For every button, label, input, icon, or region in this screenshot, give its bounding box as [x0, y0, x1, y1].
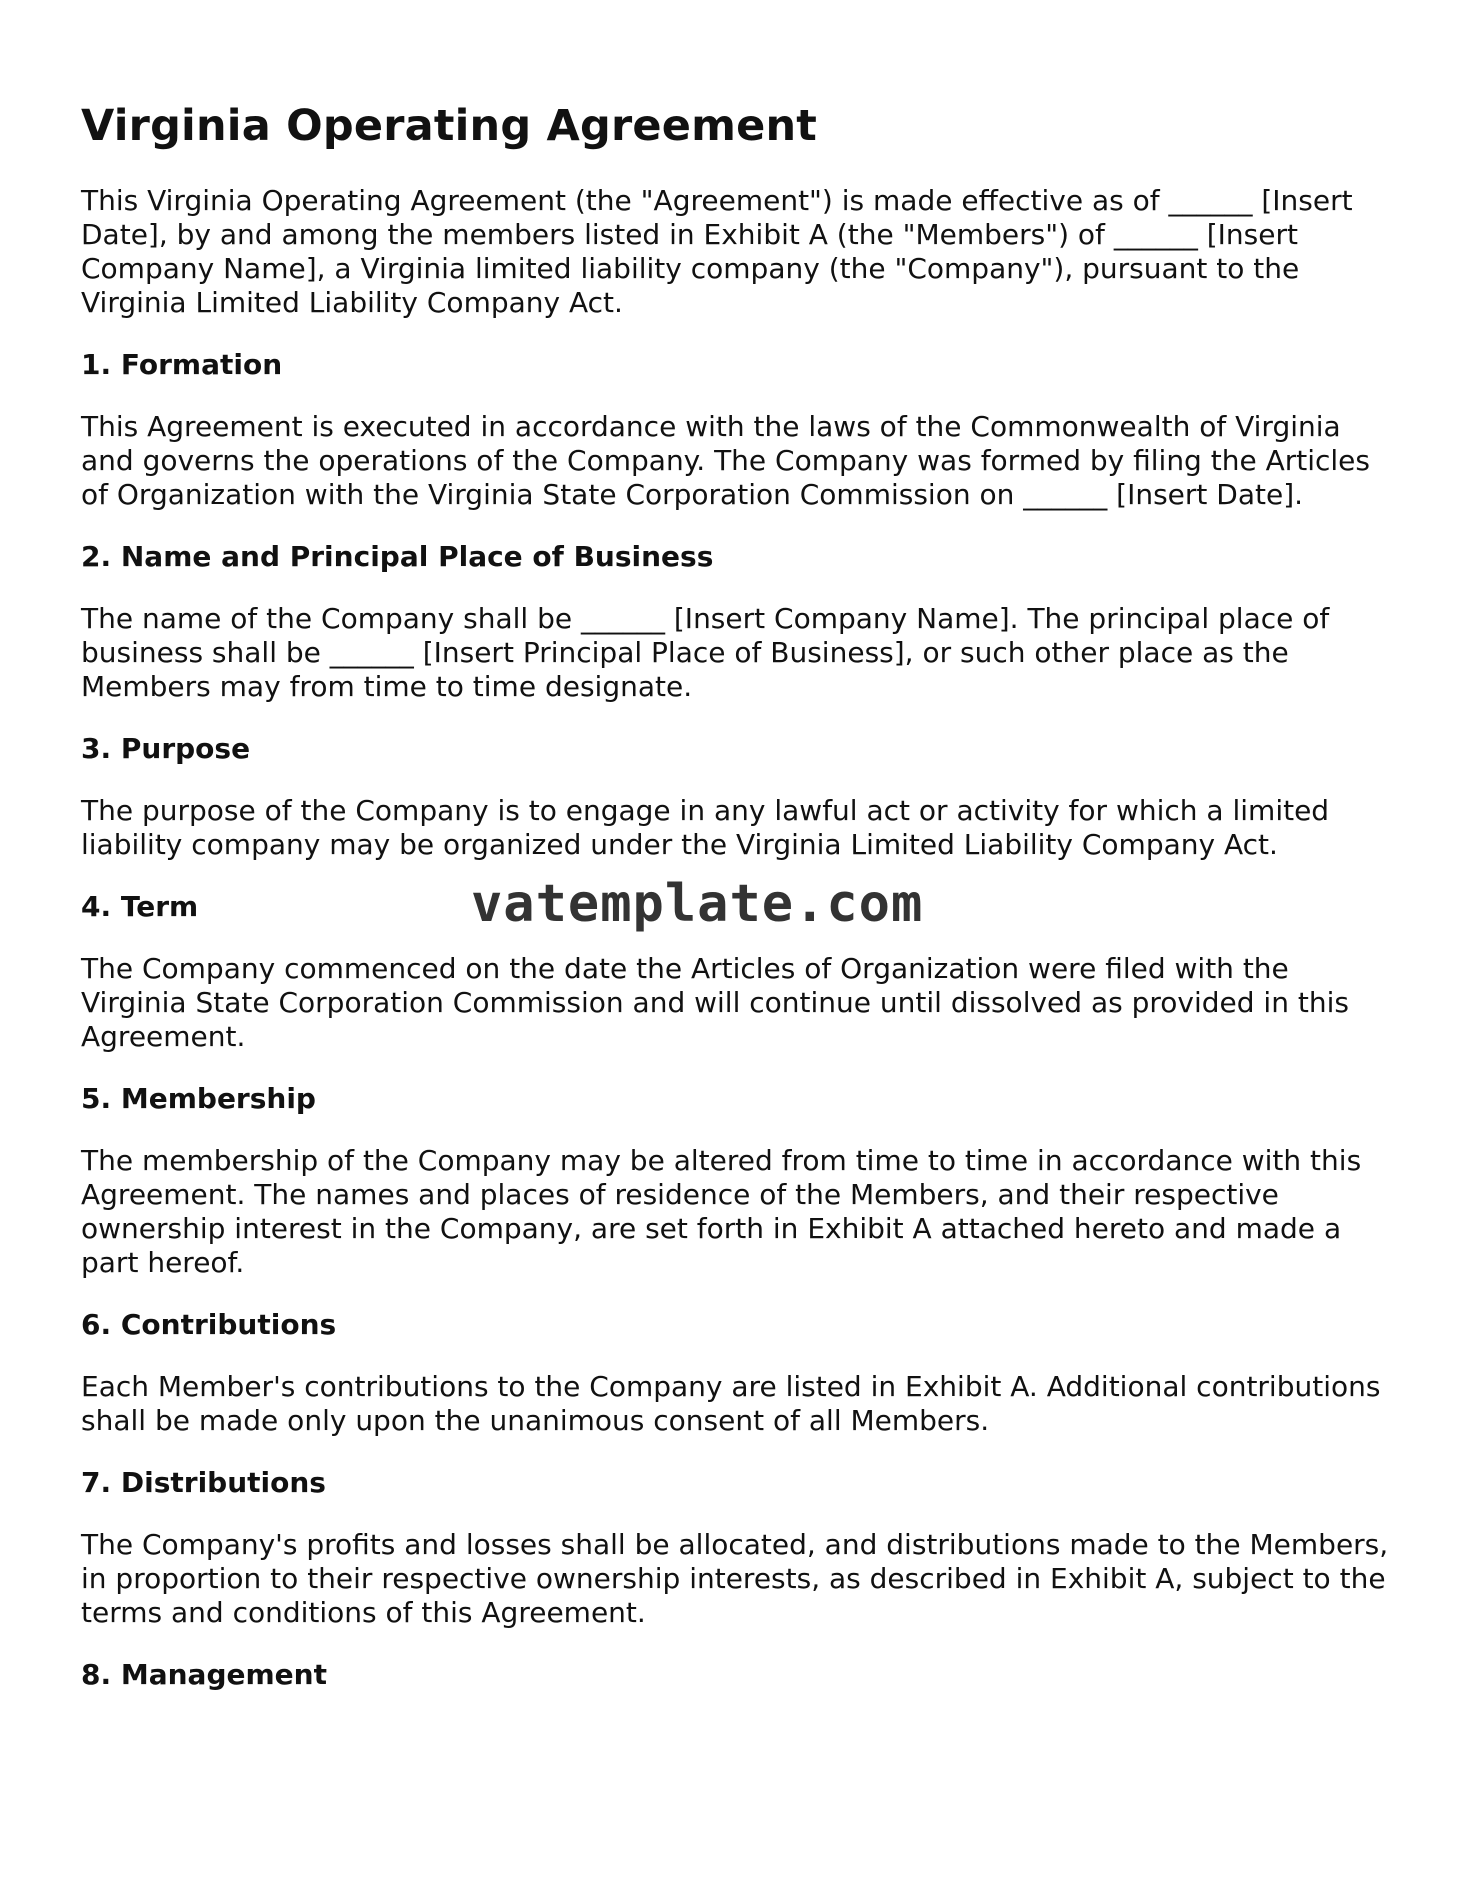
- section-body: Each Member's contributions to the Company are listed in Exhibit A. Additional contributions shall be made only upon the unanimous consent of all Members.: [81, 1370, 1381, 1437]
- section-heading: 2. Name and Principal Place of Business: [81, 540, 714, 573]
- section-body: The membership of the Company may be altered from time to time in accordance with this Agreement. The names and places of residence of the Members, and their respective ownership interest in the Company, are set forth in Exhibit A attached hereto and made a part hereof.: [81, 1144, 1362, 1279]
- section-heading: 5. Membership: [81, 1082, 316, 1115]
- section-formation: [81, 348, 1391, 512]
- section-distributions: [81, 1466, 1391, 1630]
- watermark-text: vatemplate.com: [471, 874, 924, 934]
- section-purpose: [81, 732, 1391, 862]
- section-heading: 4. Term: [81, 890, 199, 923]
- document-page: [81, 96, 1391, 1720]
- section-heading: 6. Contributions: [81, 1308, 337, 1341]
- section-name-and-place: [81, 540, 1391, 704]
- intro-paragraph: This Virginia Operating Agreement (the "Agreement") is made effective as of ______ [Insert Date], by and among the members listed in Exhibit A (the "Members") of ______ [Insert Company Name], a Virginia limited liability company (the "Company"), pursuant to the Virginia Limited Liability Company Act.: [81, 184, 1353, 319]
- section-body: The Company's profits and losses shall be allocated, and distributions made to the Members, in proportion to their respective ownership interests, as described in Exhibit A, subject to the terms and conditions of this Agreement.: [81, 1528, 1389, 1629]
- section-body: The name of the Company shall be ______ [Insert Company Name]. The principal place of business shall be ______ [Insert Principal Place of Business], or such other place as the Members may from time to time designate.: [81, 602, 1330, 703]
- section-body: The purpose of the Company is to engage in any lawful act or activity for which a limited liability company may be organized under the Virginia Limited Liability Company Act.: [81, 794, 1330, 861]
- section-heading: 7. Distributions: [81, 1466, 326, 1499]
- section-heading: 1. Formation: [81, 348, 283, 381]
- section-membership: [81, 1082, 1391, 1280]
- section-body: The Company commenced on the date the Articles of Organization were filed with the Virginia State Corporation Commission and will continue until dissolved as provided in this Agreement.: [81, 952, 1349, 1053]
- section-heading: 3. Purpose: [81, 732, 251, 765]
- section-heading-row: [81, 874, 1391, 934]
- section-contributions: [81, 1308, 1391, 1438]
- section-body: This Agreement is executed in accordance with the laws of the Commonwealth of Virginia and governs the operations of the Company. The Company was formed by filing the Articles of Organization with the Virginia State Corporation Commission on ______ [Insert Date].: [81, 410, 1370, 511]
- section-heading: 8. Management: [81, 1658, 327, 1691]
- section-term: [81, 874, 1391, 1054]
- section-management: [81, 1658, 1391, 1692]
- document-title: Virginia Operating Agreement: [81, 101, 818, 151]
